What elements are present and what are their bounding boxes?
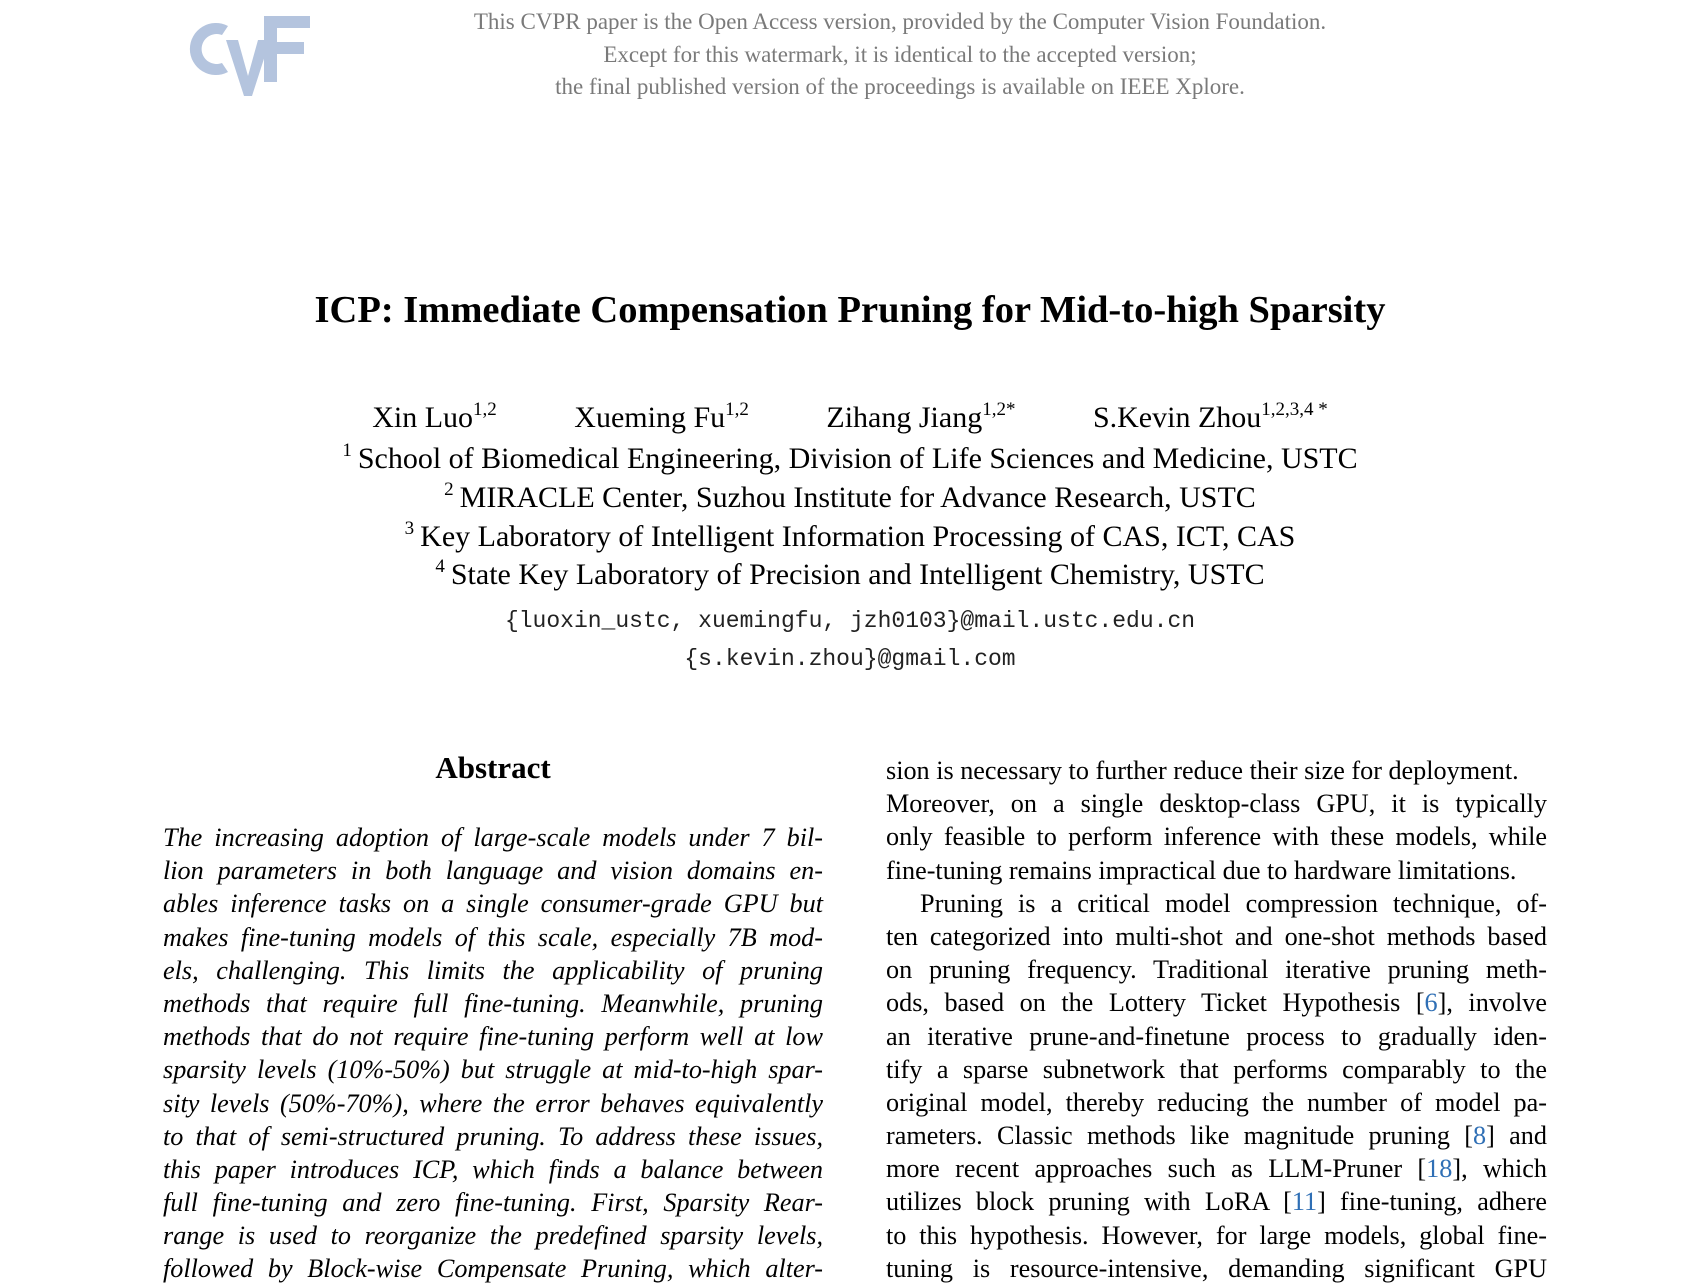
author-name: Xueming Fu <box>574 401 726 434</box>
author-emails <box>0 602 1700 678</box>
author <box>1093 398 1328 438</box>
watermark-line: the final published version of the proceedings is available on IEEE Xplore. <box>555 74 1245 99</box>
text-line: lion parameters in both language and vision domains en- <box>163 856 823 886</box>
text-line: full fine-tuning and zero fine-tuning. First, Sparsity Rear- <box>163 1188 823 1218</box>
text-line: tify a sparse subnetwork that performs comparably to the <box>886 1054 1547 1084</box>
email-line: {luoxin_ustc, xuemingfu, jzh0103}@mail.ustc.edu.cn <box>504 608 1196 634</box>
text-line: to this hypothesis. However, for large models, global fine- <box>886 1220 1547 1250</box>
text-line: ten categorized into multi-shot and one-shot methods based <box>886 921 1547 951</box>
email-line: {s.kevin.zhou}@gmail.com <box>684 646 1016 672</box>
citation-link[interactable]: 6 <box>1424 988 1438 1018</box>
affiliation <box>0 518 1700 557</box>
text-line: an iterative prune-and-finetune process to gradually iden- <box>886 1021 1547 1051</box>
paper-title: ICP: Immediate Compensation Pruning for Mid-to-high Sparsity <box>314 289 1386 331</box>
affiliation-list <box>0 440 1700 595</box>
author-name: Zihang Jiang <box>826 401 983 434</box>
affiliation-number: 4 <box>435 556 445 578</box>
text-line: ods, based on the Lottery Ticket Hypothesis [6], involve <box>886 988 1547 1018</box>
text-line: followed by Block-wise Compensate Pruning, which alter- <box>163 1254 823 1284</box>
text-line: ables inference tasks on a single consumer-grade GPU but <box>163 889 823 919</box>
text-line: els, challenging. This limits the applicability of pruning <box>163 955 823 985</box>
cvf-logo-icon <box>186 14 310 96</box>
text-line: range is used to reorganize the predefined sparsity levels, <box>163 1221 823 1251</box>
text-line: only feasible to perform inference with these models, while <box>886 822 1547 852</box>
abstract-heading: Abstract <box>435 750 551 785</box>
author-name: S.Kevin Zhou <box>1092 401 1262 434</box>
text-line: Moreover, on a single desktop-class GPU, it is typically <box>886 789 1547 819</box>
abstract-body <box>163 821 823 1286</box>
introduction-body <box>886 754 1547 1285</box>
text-line: original model, thereby reducing the number of model pa- <box>886 1087 1547 1117</box>
watermark-line: Except for this watermark, it is identical to the accepted version; <box>603 41 1197 67</box>
text-line: methods that do not require fine-tuning perform well at low <box>163 1022 823 1052</box>
affiliation-number: 2 <box>444 478 454 500</box>
text-line: on pruning frequency. Traditional iterative pruning meth- <box>886 955 1547 985</box>
author <box>574 398 749 438</box>
author-list <box>0 398 1700 438</box>
author-affiliation-marker: 1,2 <box>725 399 749 420</box>
watermark-line: This CVPR paper is the Open Access version, provided by the Computer Vision Foundation. <box>473 9 1327 34</box>
text-line: sity levels (50%-70%), where the error behaves equivalently <box>163 1088 823 1118</box>
affiliation-number: 3 <box>404 517 415 539</box>
affiliation <box>0 440 1700 479</box>
affiliation <box>0 556 1700 595</box>
citation-link[interactable]: 18 <box>1426 1154 1453 1184</box>
text-line: tuning is resource-intensive, demanding significant GPU <box>886 1253 1547 1283</box>
text-line: rameters. Classic methods like magnitude pruning [8] and <box>886 1121 1547 1151</box>
affiliation-number: 1 <box>342 440 352 461</box>
author-affiliation-marker: 1,2 <box>473 399 497 420</box>
citation-link[interactable]: 11 <box>1291 1187 1318 1217</box>
text-line: The increasing adoption of large-scale models under 7 bil- <box>163 823 823 852</box>
affiliation-text: State Key Laboratory of Precision and Intelligent Chemistry, USTC <box>450 558 1265 592</box>
text-line: sion is necessary to further reduce their size for deployment. <box>886 756 1519 785</box>
citation-link[interactable]: 8 <box>1473 1121 1487 1151</box>
affiliation <box>0 479 1700 518</box>
affiliation-text: Key Laboratory of Intelligent Information Processing of CAS, ICT, CAS <box>420 519 1296 553</box>
text-line: more recent approaches such as LLM-Pruner [18], which <box>886 1154 1547 1184</box>
text-line: makes fine-tuning models of this scale, especially 7B mod- <box>163 922 823 952</box>
author <box>372 398 497 438</box>
text-line: sparsity levels (10%-50%) but struggle at mid-to-high spar- <box>163 1055 823 1085</box>
author-affiliation-marker: 1,2* <box>982 399 1016 420</box>
affiliation-text: MIRACLE Center, Suzhou Institute for Advance Research, USTC <box>459 480 1256 514</box>
text-line: fine-tuning remains impractical due to hardware limitations. <box>886 855 1517 885</box>
author-name: Xin Luo <box>372 401 474 434</box>
text-line: Pruning is a critical model compression technique, of- <box>920 888 1547 918</box>
text-line: utilizes block pruning with LoRA [11] fine-tuning, adhere <box>886 1187 1547 1217</box>
affiliation-text: School of Biomedical Engineering, Division of Life Sciences and Medicine, USTC <box>357 442 1358 475</box>
text-line: to that of semi-structured pruning. To address these issues, <box>163 1121 823 1151</box>
open-access-watermark <box>350 6 1450 104</box>
author <box>826 398 1015 438</box>
text-line: methods that require full fine-tuning. Meanwhile, pruning <box>163 988 823 1018</box>
author-affiliation-marker: 1,2,3,4 * <box>1261 399 1328 420</box>
text-line: this paper introduces ICP, which finds a balance between <box>163 1154 823 1184</box>
